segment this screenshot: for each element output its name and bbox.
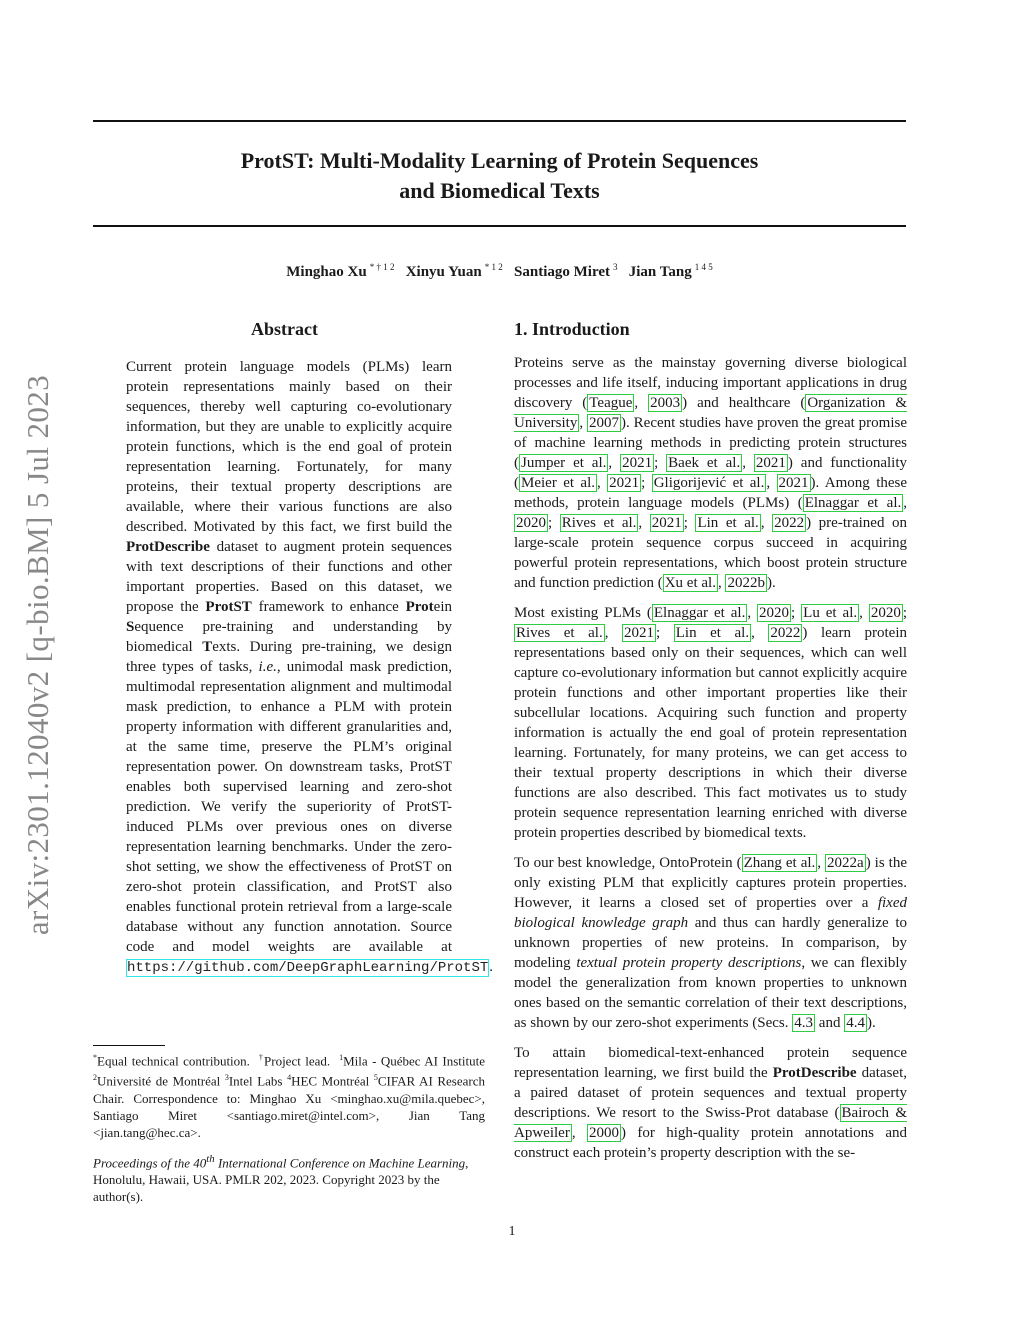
citation-link[interactable]: 2021 [651, 515, 682, 531]
citation-link[interactable]: 2022a [827, 855, 864, 871]
author-name: Jian Tang [628, 264, 692, 280]
citation-link[interactable]: Zhang et al. [743, 855, 816, 871]
body-text: ). Among these methods, protein language models (PLMs) ( [514, 475, 908, 511]
footnote-rule [93, 1045, 165, 1046]
body-text: ; [548, 515, 560, 531]
citation-link[interactable]: Xu et al. [664, 575, 716, 591]
citation-link[interactable]: 4.3 [794, 1015, 814, 1031]
body-text: ; [683, 515, 696, 531]
abstract-heading: Abstract [251, 319, 318, 339]
body-text: To attain biomedical-text-enhanced protein sequence representation learning, we first build the [514, 1045, 907, 1081]
body-text: , [742, 455, 754, 471]
citation-link[interactable]: 2000 [588, 1125, 619, 1141]
body-text: ) and functionality ( [514, 455, 908, 491]
author-list [93, 262, 906, 281]
abstract-text: equence pre-training and understanding by biomedical [126, 619, 452, 655]
citation-link[interactable]: 2022b [727, 575, 765, 591]
body-text: , [903, 495, 907, 511]
footnote-text: Equal technical contribution. [97, 1053, 250, 1069]
citation-link[interactable]: 2022 [770, 625, 801, 641]
citation-link[interactable]: 2020 [516, 515, 546, 531]
title-line-2: and Biomedical Texts [399, 178, 600, 203]
emphasis-text: textual protein property descriptions [576, 955, 802, 971]
intro-paragraph [514, 1043, 907, 1163]
body-text: , [634, 395, 649, 411]
title-bottom-rule [93, 225, 906, 227]
acronym-letters: T [202, 639, 213, 655]
body-text: Most existing PLMs ( [514, 605, 652, 621]
citation-link[interactable]: 2021 [624, 625, 655, 641]
citation-link[interactable]: Lu et al. [803, 605, 858, 621]
body-text: ) for high-quality protein annotations and construct each protein’s property description with the se- [514, 1125, 908, 1161]
introduction-body [514, 353, 907, 1173]
citation-link[interactable]: Lin et al. [697, 515, 759, 531]
page-number: 1 [508, 1224, 516, 1239]
citation-link[interactable]: Rives et al. [516, 625, 603, 641]
citation-link[interactable]: Rives et al. [561, 515, 637, 531]
citation-link[interactable]: Organization & University [514, 395, 908, 431]
emphasis-text: fixed biological knowledge graph [514, 895, 907, 931]
citation-link[interactable]: Lin et al. [675, 625, 750, 641]
citation-link[interactable]: 2021 [778, 475, 809, 491]
citation-link[interactable]: Elnaggar et al. [653, 605, 746, 621]
abstract-body [126, 357, 494, 978]
body-text: ; [791, 605, 802, 621]
citation-link[interactable]: 2007 [589, 415, 619, 431]
paper-title [93, 146, 906, 206]
abstract-text: , unimodal mask prediction, multimodal representation alignment and multimodal mask prediction, to enhance a PLM with protein property information with different granularities and, at the same time, preserve the PLM’s original representation power. On downstream tasks, ProtST enables both supervised learning and zero-shot prediction. We verify the superiority of ProtST-induced PLMs over previous ones on diverse representation learning benchmarks. Under the zero-shot setting, we show the effectiveness of ProtST on zero-shot protein classification, and ProtST also enables functional protein retrieval from a large-scale database without any function annotation. Source code and model weights are available at [126, 659, 452, 955]
body-text: and [815, 1015, 845, 1031]
proceedings-text: th [206, 1153, 215, 1165]
body-text: , [638, 515, 650, 531]
citation-link[interactable]: 2003 [650, 395, 681, 411]
author-name: Xinyu Yuan [405, 264, 482, 280]
footnote-text: Mila - Québec AI Institute [343, 1053, 486, 1069]
acronym-letters: Prot [405, 599, 434, 615]
body-text: ) pre-trained on large-scale protein sequence corpus succeed in acquiring powerful protein representations, which boost protein structure and function prediction ( [514, 515, 908, 591]
intro-paragraph [514, 853, 907, 1033]
abstract-text: exts. During pre-training, we design three types of tasks, [126, 639, 452, 675]
footnote-text: Intel Labs [228, 1073, 283, 1089]
acronym-letters: S [126, 619, 135, 635]
abstract-text: . [489, 959, 494, 975]
body-text: , [859, 605, 869, 621]
body-text: ; [654, 455, 667, 471]
footnote-text: Project lead. [264, 1053, 331, 1069]
body-text: Proteins serve as the mainstay governing diverse biological processes and life itself, inducing important applications in drug discovery ( [514, 355, 907, 411]
citation-link[interactable]: Bairoch & Apweiler [514, 1105, 908, 1141]
citation-link[interactable]: 2021 [622, 455, 653, 471]
body-text: ). Recent studies have proven the great promise of machine learning methods in predicting protein structures ( [514, 415, 908, 471]
author-affiliation: * 1 2 [484, 262, 503, 272]
body-text: , [766, 475, 777, 491]
citation-link[interactable]: Elnaggar et al. [804, 495, 902, 511]
introduction-heading: 1. Introduction [514, 319, 630, 339]
body-text: ; [902, 605, 907, 621]
citation-link[interactable]: Gligorijević et al. [653, 475, 765, 491]
body-text: ; [656, 625, 674, 641]
body-text: To our best knowledge, OntoProtein ( [514, 855, 742, 871]
citation-link[interactable]: Meier et al. [521, 475, 595, 491]
author-affiliation: 3 [613, 262, 618, 272]
protdescribe-term: ProtDescribe [126, 539, 210, 555]
ie-abbrev: i.e. [258, 659, 277, 675]
body-text: , we can flexibly model the generalization from known properties to unknown ones based on the semantic correlation of their text descriptions, as shown by our zero-shot experiments (Secs. [514, 955, 908, 1031]
body-text: ) is the only existing PLM that explicitly captures protein properties. However, it learns a closed set of properties over a [514, 855, 907, 911]
body-text: ). [866, 1015, 876, 1031]
body-text: , [747, 605, 758, 621]
author-name: Santiago Miret [514, 264, 610, 280]
abstract-text: framework to enhance [251, 599, 406, 615]
proceedings-note [93, 1151, 485, 1205]
footnote-text: HEC Montréal [291, 1073, 370, 1089]
citation-link[interactable]: Jumper et al. [521, 455, 607, 471]
body-text: ) and healthcare ( [682, 395, 806, 411]
source-code-link[interactable]: https://github.com/DeepGraphLearning/ProtST [127, 960, 489, 976]
author-affiliation: * † 1 2 [369, 262, 395, 272]
abstract-text: ein [433, 599, 452, 615]
author-footnote: *Equal technical contribution. †Project lead. $^1$Mila - Québec AI Institute $^2$Université de Montréal $^3$Intel Labs $^4$HEC Montréal $^5$CIFAR AI Research Chair. Correspondence to: Minghao Xu <minghao.xu@mila.quebec>, Santiago Miret <santiago.miret@intel.com>, Jian Tang <jian.tang@hec.ca>. [93, 1053, 486, 1140]
body-text: , [817, 855, 826, 871]
citation-link[interactable]: 2021 [755, 455, 786, 471]
footnote-text: Correspondence to: Minghao Xu <minghao.xu@mila.quebec>, Santiago Miret <santiago.miret@intel.com>, Jian Tang <jian.tang@hec.ca>. [93, 1090, 485, 1140]
body-text: dataset, a paired dataset of protein sequences and textual property descriptions. We resort to the Swiss-Prot database ( [514, 1065, 907, 1121]
body-text: , [579, 415, 587, 431]
title-line-1: ProtST: Multi-Modality Learning of Protein Sequences [240, 148, 759, 173]
citation-link[interactable]: 2022 [774, 515, 805, 531]
bold-term: ProtDescribe [772, 1065, 857, 1081]
body-text: ; [641, 475, 652, 491]
citation-link[interactable]: 2021 [609, 475, 640, 491]
proceedings-text: Proceedings of the [93, 1155, 194, 1171]
proceedings-text: 40 [193, 1155, 207, 1171]
citation-link[interactable]: 2020 [759, 605, 790, 621]
body-text: , [751, 625, 769, 641]
arxiv-sidebar-stamp: arXiv:2301.12040v2 [q-bio.BM] 5 Jul 2023 [20, 374, 55, 936]
citation-link[interactable]: Baek et al. [668, 455, 741, 471]
citation-link[interactable]: Teague [589, 395, 633, 411]
body-text: , [571, 1125, 587, 1141]
top-rule [93, 120, 906, 122]
proceedings-text: , Honolulu, Hawaii, USA. PMLR 202, 2023. Copyright 2023 by the author(s). [93, 1155, 469, 1205]
protst-term: ProtST [205, 599, 252, 615]
abstract-text: Current protein language models (PLMs) learn protein representations mainly based on their sequences, thereby well capturing co-evolutionary information, but they are unable to explicitly acquire protein functions, which is the end goal of protein representation learning. Fortunately, for many proteins, their textual property descriptions are available, where their various functions are also described. Motivated by this fact, we first build the [126, 359, 452, 535]
body-text: , [604, 625, 623, 641]
body-text: ). [766, 575, 776, 591]
footnote-text: Université de Montréal [97, 1073, 221, 1089]
body-text: ) learn protein representations based only on their sequences, which can well capture co-evolutionary information but cannot explicitly acquire protein functions and other important properties like their subcellular locations. Acquiring such function and property information is actually the end goal of protein representation learning. Fortunately, for many proteins, we can get access to their textual property descriptions in which their diverse functions are also described. This fact motivates us to study protein sequence representation learning enriched with diverse protein properties described by biomedical texts. [514, 625, 908, 841]
body-text: , [717, 575, 726, 591]
intro-paragraph [514, 603, 907, 843]
body-text: , [608, 455, 621, 471]
citation-link[interactable]: 2020 [870, 605, 901, 621]
body-text: , [760, 515, 773, 531]
proceedings-text: International Conference on Machine Learning [214, 1155, 466, 1171]
body-text: and thus can hardly generalize to unknown properties of new proteins. In comparison, by modeling [514, 915, 907, 971]
footnote-text: CIFAR AI Research Chair. [93, 1073, 485, 1106]
body-text: , [597, 475, 608, 491]
citation-link[interactable]: 4.4 [846, 1015, 865, 1031]
author-name: Minghao Xu [286, 264, 367, 280]
intro-paragraph [514, 353, 907, 593]
author-affiliation: 1 4 5 [694, 262, 713, 272]
abstract-text: dataset to augment protein sequences with text descriptions of their functions and other important properties. Based on this dataset, we propose the [126, 539, 452, 615]
